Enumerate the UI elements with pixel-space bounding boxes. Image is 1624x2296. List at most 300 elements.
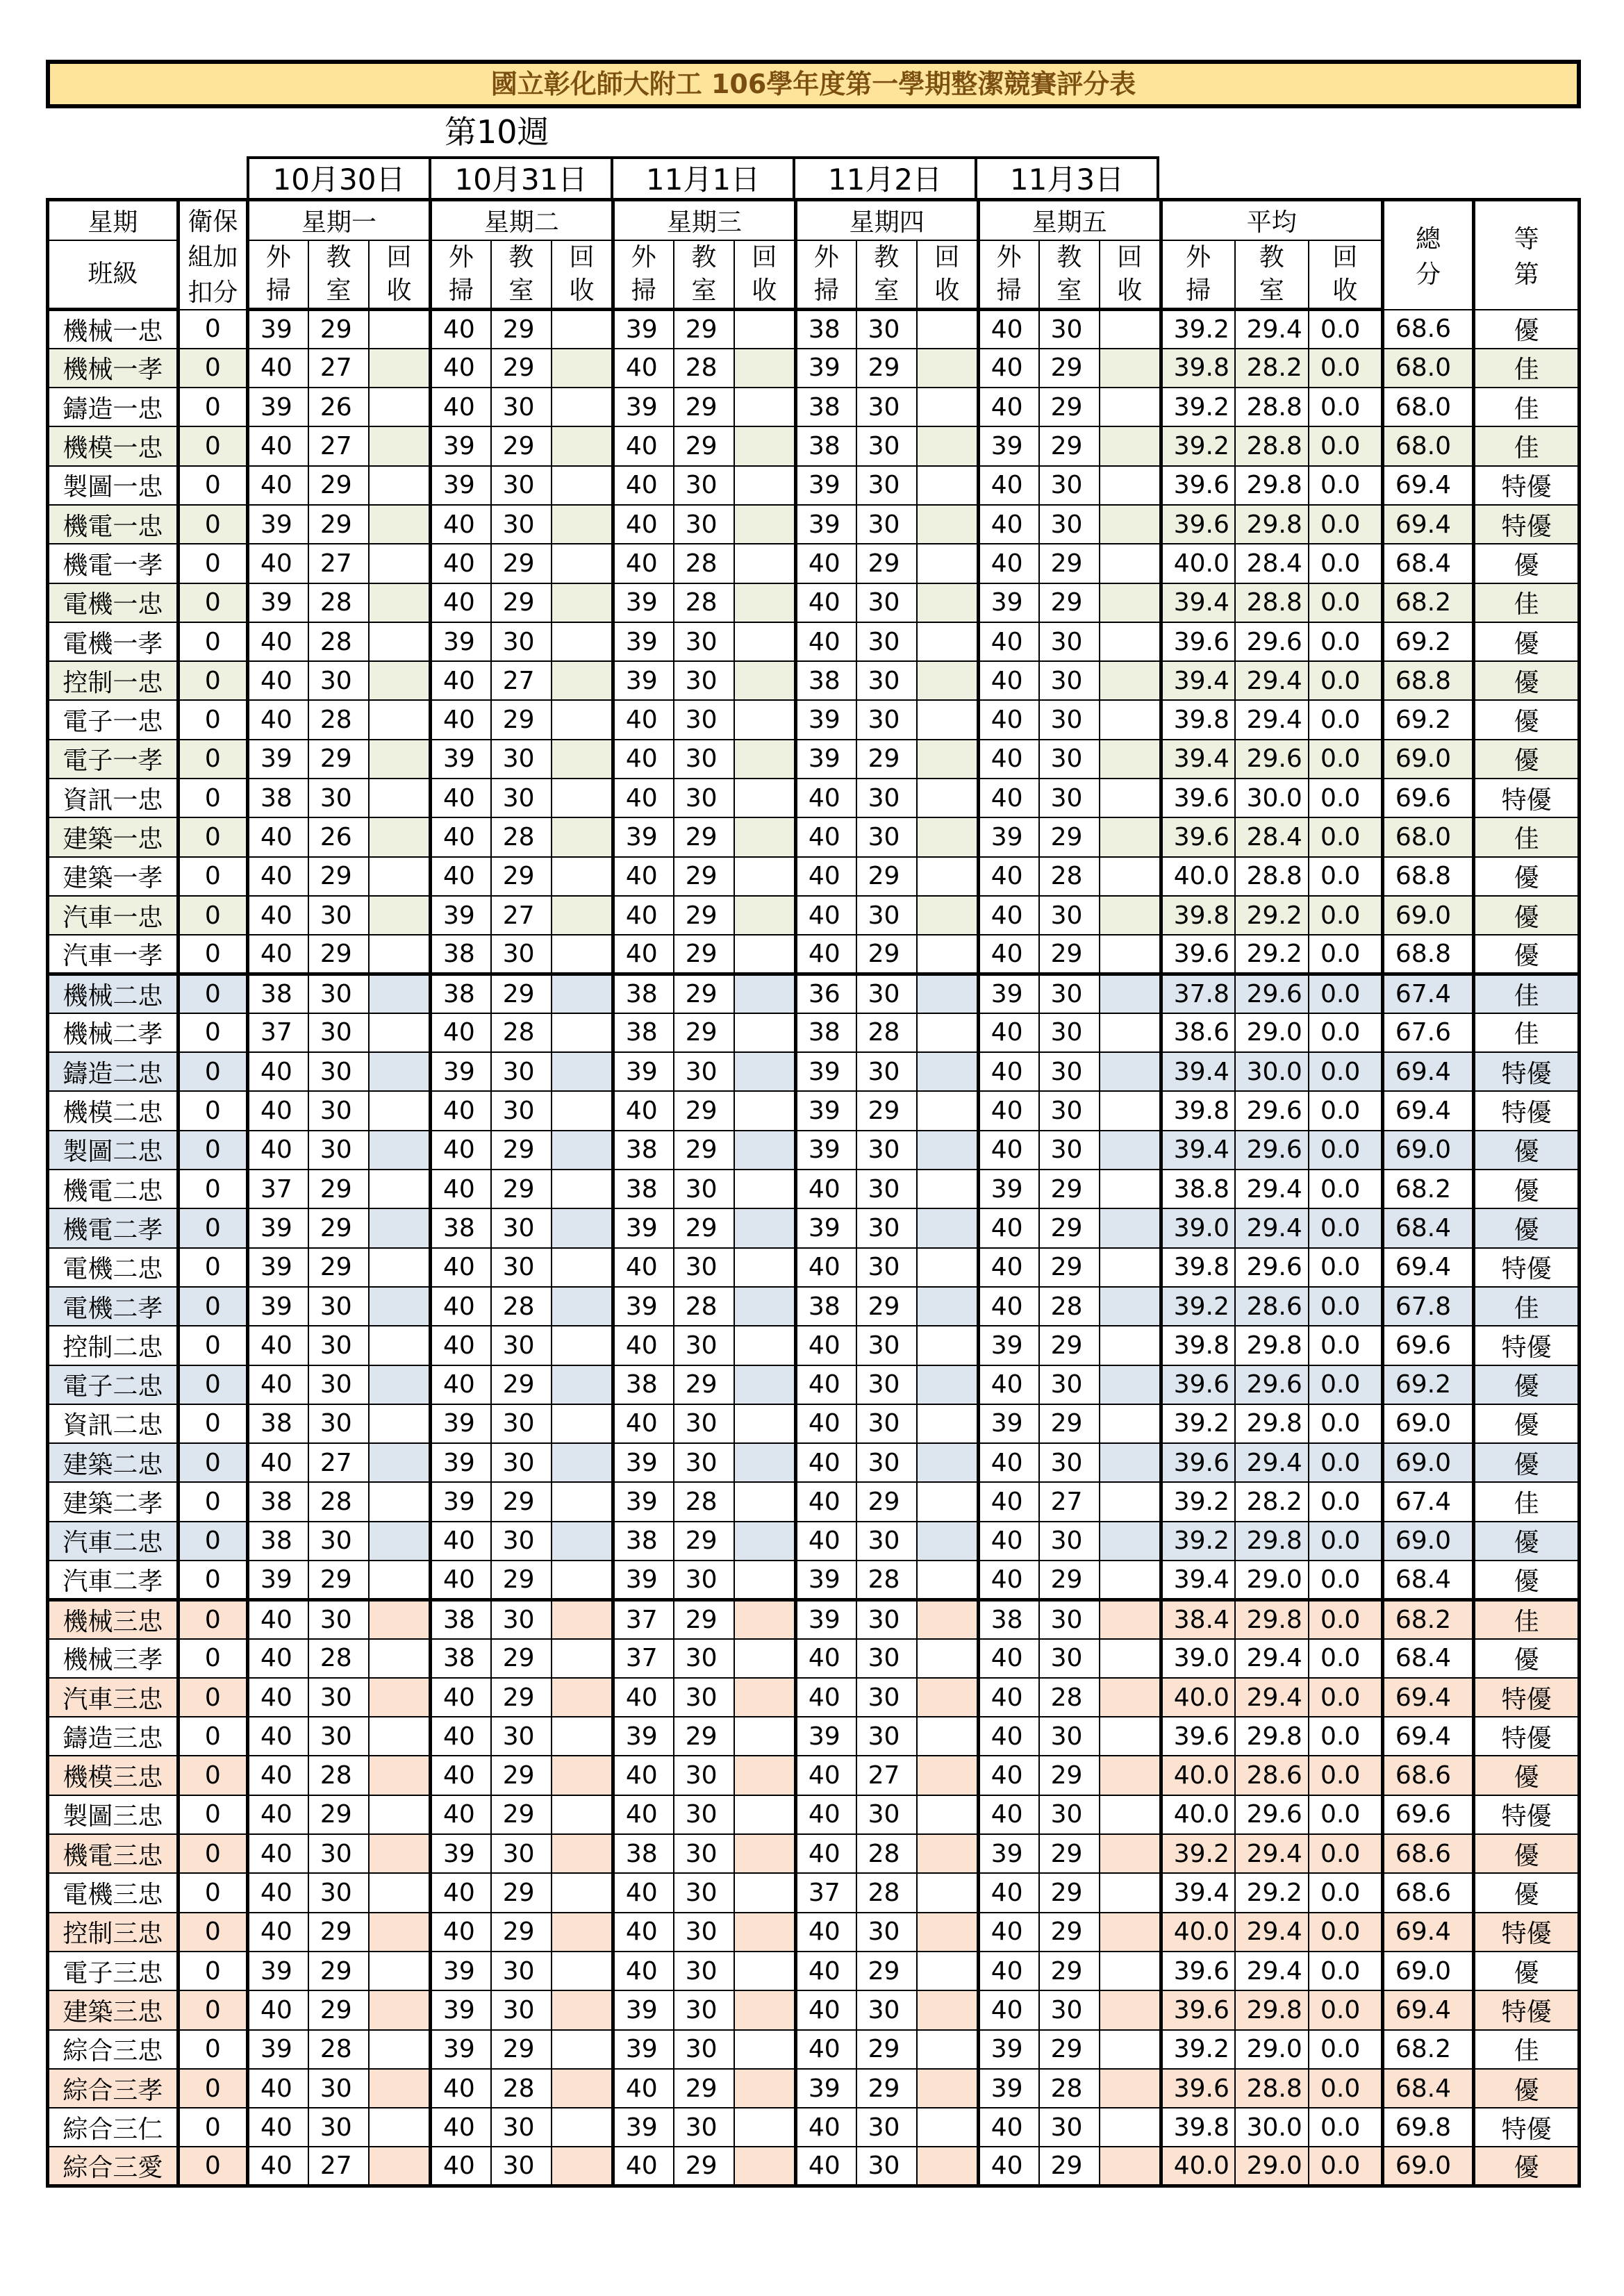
outdoor-score-cell: 39 <box>248 1952 308 1990</box>
avg-classroom-cell: 29.4 <box>1235 1678 1309 1717</box>
avg-outdoor-cell: 39.0 <box>1161 1208 1234 1247</box>
recycle-score-cell <box>917 1365 978 1404</box>
recycle-score-cell <box>734 1131 795 1170</box>
table-row <box>48 1131 1580 1170</box>
classroom-score-cell: 30 <box>1039 1052 1100 1091</box>
outdoor-score-cell: 38 <box>430 1208 490 1247</box>
outdoor-score-cell: 38 <box>430 974 490 1013</box>
recycle-score-cell <box>369 1013 430 1052</box>
classroom-score-cell: 30 <box>674 1990 734 2029</box>
sub-column-label: 外 <box>631 242 656 272</box>
classroom-score-cell: 30 <box>491 1599 552 1638</box>
recycle-score-cell <box>1100 1170 1161 1208</box>
sub-column-label: 教 <box>874 242 900 272</box>
classroom-score-cell: 30 <box>856 1170 917 1208</box>
grade-cell: 特優 <box>1474 466 1580 505</box>
recycle-score-cell <box>369 1482 430 1521</box>
recycle-score-cell <box>734 1913 795 1952</box>
recycle-score-cell <box>552 1326 613 1365</box>
sub-column-header <box>430 240 490 310</box>
classroom-score-cell: 30 <box>308 1052 369 1091</box>
avg-classroom-cell: 29.0 <box>1235 1561 1309 1599</box>
total-cell: 69.6 <box>1382 779 1473 817</box>
deduct-cell: 0 <box>178 1170 247 1208</box>
avg-classroom-cell: 29.4 <box>1235 1913 1309 1952</box>
classroom-score-cell: 30 <box>674 1639 734 1678</box>
grade-cell: 特優 <box>1474 779 1580 817</box>
recycle-score-cell <box>1100 2030 1161 2069</box>
outdoor-score-cell: 40 <box>978 544 1038 583</box>
classroom-score-cell: 29 <box>1039 2030 1100 2069</box>
total-cell: 69.0 <box>1382 740 1473 779</box>
outdoor-score-cell: 40 <box>978 1561 1038 1599</box>
recycle-score-cell <box>552 1639 613 1678</box>
recycle-score-cell <box>1100 740 1161 779</box>
class-label: 班級 <box>48 240 179 310</box>
deduct-cell: 0 <box>178 426 247 465</box>
avg-recycle-cell: 0.0 <box>1309 505 1382 544</box>
avg-classroom-cell: 29.8 <box>1235 1326 1309 1365</box>
total-cell: 68.8 <box>1382 935 1473 974</box>
sub-column-header <box>369 240 430 310</box>
recycle-score-cell <box>552 622 613 661</box>
outdoor-score-cell: 40 <box>430 349 490 388</box>
avg-outdoor-cell: 38.8 <box>1161 1170 1234 1208</box>
classroom-score-cell: 30 <box>856 661 917 700</box>
outdoor-score-cell: 39 <box>613 1717 673 1756</box>
classroom-score-cell: 26 <box>308 388 369 426</box>
classroom-score-cell: 29 <box>1039 1326 1100 1365</box>
class-name-cell: 綜合三仁 <box>48 2108 179 2147</box>
avg-recycle-cell: 0.0 <box>1309 2147 1382 2186</box>
avg-outdoor-cell: 39.4 <box>1161 1561 1234 1599</box>
classroom-score-cell: 28 <box>1039 1678 1100 1717</box>
outdoor-score-cell: 40 <box>430 1326 490 1365</box>
outdoor-score-cell: 38 <box>430 935 490 974</box>
deduct-cell: 0 <box>178 1561 247 1599</box>
avg-classroom-cell: 28.8 <box>1235 388 1309 426</box>
class-name-cell: 建築二忠 <box>48 1443 179 1482</box>
sub-column-header <box>674 240 734 310</box>
outdoor-score-cell: 39 <box>248 388 308 426</box>
outdoor-score-cell: 40 <box>248 1717 308 1756</box>
classroom-score-cell: 28 <box>308 1639 369 1678</box>
outdoor-score-cell: 39 <box>430 426 490 465</box>
avg-classroom-cell: 29.0 <box>1235 2030 1309 2069</box>
classroom-score-cell: 29 <box>856 857 917 896</box>
recycle-score-cell <box>552 1404 613 1443</box>
deduct-cell: 0 <box>178 1013 247 1052</box>
avg-outdoor-cell: 39.6 <box>1161 1717 1234 1756</box>
outdoor-score-cell: 39 <box>613 661 673 700</box>
recycle-score-cell <box>917 1678 978 1717</box>
sub-column-label: 回 <box>569 242 595 272</box>
table-row <box>48 1013 1580 1052</box>
recycle-score-cell <box>734 505 795 544</box>
table-row <box>48 1404 1580 1443</box>
recycle-score-cell <box>917 700 978 739</box>
table-row <box>48 1717 1580 1756</box>
avg-classroom-cell: 28.4 <box>1235 544 1309 583</box>
outdoor-score-cell: 39 <box>430 1952 490 1990</box>
grade-cell: 特優 <box>1474 1052 1580 1091</box>
outdoor-score-cell: 39 <box>430 1443 490 1482</box>
deduct-cell: 0 <box>178 700 247 739</box>
recycle-score-cell <box>734 1482 795 1521</box>
classroom-score-cell: 29 <box>491 2030 552 2069</box>
classroom-score-cell: 30 <box>674 1678 734 1717</box>
grade-cell: 優 <box>1474 2147 1580 2186</box>
date-header-row <box>247 156 1159 201</box>
recycle-score-cell <box>917 1287 978 1326</box>
classroom-score-cell: 30 <box>674 700 734 739</box>
outdoor-score-cell: 39 <box>978 1326 1038 1365</box>
class-name-cell: 電子三忠 <box>48 1952 179 1990</box>
outdoor-score-cell: 39 <box>978 2069 1038 2108</box>
class-name-cell: 機電三忠 <box>48 1834 179 1873</box>
total-cell: 69.4 <box>1382 505 1473 544</box>
class-name-cell: 機械三忠 <box>48 1599 179 1638</box>
deduct-cell: 0 <box>178 1639 247 1678</box>
total-cell: 68.0 <box>1382 349 1473 388</box>
classroom-score-cell: 30 <box>674 1952 734 1990</box>
outdoor-score-cell: 39 <box>430 1834 490 1873</box>
classroom-score-cell: 29 <box>1039 1404 1100 1443</box>
recycle-score-cell <box>552 857 613 896</box>
classroom-score-cell: 29 <box>491 1131 552 1170</box>
classroom-score-cell: 30 <box>491 466 552 505</box>
recycle-score-cell <box>734 1365 795 1404</box>
outdoor-score-cell: 40 <box>248 1599 308 1638</box>
avg-classroom-cell: 29.6 <box>1235 1091 1309 1130</box>
deduct-cell: 0 <box>178 2147 247 2186</box>
classroom-score-cell: 28 <box>491 2069 552 2108</box>
avg-recycle-cell: 0.0 <box>1309 779 1382 817</box>
classroom-score-cell: 30 <box>491 1404 552 1443</box>
outdoor-score-cell: 40 <box>613 896 673 935</box>
outdoor-score-cell: 38 <box>795 1013 856 1052</box>
avg-outdoor-cell: 39.6 <box>1161 505 1234 544</box>
recycle-score-cell <box>917 740 978 779</box>
weekday-header: 星期四 <box>795 200 978 240</box>
total-cell: 69.0 <box>1382 1131 1473 1170</box>
outdoor-score-cell: 38 <box>613 974 673 1013</box>
outdoor-score-cell: 40 <box>978 740 1038 779</box>
avg-recycle-cell: 0.0 <box>1309 1561 1382 1599</box>
avg-classroom-cell: 30.0 <box>1235 779 1309 817</box>
classroom-score-cell: 29 <box>491 583 552 622</box>
recycle-score-cell <box>734 1834 795 1873</box>
class-name-cell: 汽車二忠 <box>48 1522 179 1561</box>
class-name-cell: 鑄造一忠 <box>48 388 179 426</box>
table-row <box>48 622 1580 661</box>
avg-recycle-cell: 0.0 <box>1309 1404 1382 1443</box>
avg-recycle-cell: 0.0 <box>1309 1678 1382 1717</box>
outdoor-score-cell: 40 <box>430 817 490 856</box>
sub-column-label: 回 <box>1332 242 1358 272</box>
table-row <box>48 896 1580 935</box>
classroom-score-cell: 30 <box>491 779 552 817</box>
avg-recycle-cell: 0.0 <box>1309 974 1382 1013</box>
classroom-score-cell: 29 <box>1039 1834 1100 1873</box>
table-row <box>48 700 1580 739</box>
avg-outdoor-cell: 39.8 <box>1161 896 1234 935</box>
outdoor-score-cell: 39 <box>795 1208 856 1247</box>
recycle-score-cell <box>917 1795 978 1834</box>
recycle-score-cell <box>552 1795 613 1834</box>
avg-classroom-cell: 28.8 <box>1235 2069 1309 2108</box>
sub-column-label: 回 <box>752 242 777 272</box>
classroom-score-cell: 30 <box>856 583 917 622</box>
grade-cell: 佳 <box>1474 583 1580 622</box>
recycle-score-cell <box>734 1561 795 1599</box>
avg-recycle-cell: 0.0 <box>1309 1756 1382 1795</box>
date-cell: 11月1日 <box>612 158 794 201</box>
classroom-score-cell: 30 <box>1039 661 1100 700</box>
outdoor-score-cell: 38 <box>613 1365 673 1404</box>
outdoor-score-cell: 40 <box>248 1365 308 1404</box>
recycle-score-cell <box>734 1013 795 1052</box>
deduct-cell: 0 <box>178 1326 247 1365</box>
recycle-score-cell <box>917 1013 978 1052</box>
avg-outdoor-cell: 40.0 <box>1161 1678 1234 1717</box>
classroom-score-cell: 30 <box>856 1678 917 1717</box>
class-name-cell: 製圖一忠 <box>48 466 179 505</box>
outdoor-score-cell: 40 <box>613 779 673 817</box>
avg-outdoor-cell: 39.2 <box>1161 310 1234 349</box>
total-cell: 69.4 <box>1382 466 1473 505</box>
classroom-score-cell: 29 <box>491 1639 552 1678</box>
total-cell: 68.2 <box>1382 1170 1473 1208</box>
outdoor-score-cell: 40 <box>248 426 308 465</box>
classroom-score-cell: 30 <box>856 1443 917 1482</box>
avg-classroom-cell: 29.0 <box>1235 1013 1309 1052</box>
outdoor-score-cell: 39 <box>248 1208 308 1247</box>
outdoor-score-cell: 39 <box>795 349 856 388</box>
recycle-score-cell <box>369 2030 430 2069</box>
outdoor-score-cell: 40 <box>795 622 856 661</box>
outdoor-score-cell: 40 <box>978 1208 1038 1247</box>
classroom-score-cell: 28 <box>308 1756 369 1795</box>
classroom-score-cell: 29 <box>674 1365 734 1404</box>
recycle-score-cell <box>552 1873 613 1912</box>
outdoor-score-cell: 40 <box>430 505 490 544</box>
table-row <box>48 1482 1580 1521</box>
grade-cell: 優 <box>1474 1365 1580 1404</box>
deduct-cell: 0 <box>178 349 247 388</box>
outdoor-score-cell: 40 <box>978 1131 1038 1170</box>
total-cell: 69.0 <box>1382 1443 1473 1482</box>
recycle-score-cell <box>734 2030 795 2069</box>
classroom-score-cell: 29 <box>1039 1561 1100 1599</box>
outdoor-score-cell: 39 <box>795 1561 856 1599</box>
recycle-score-cell <box>917 622 978 661</box>
outdoor-score-cell: 40 <box>430 700 490 739</box>
sub-column-header <box>978 240 1038 310</box>
class-name-cell: 機電一孝 <box>48 544 179 583</box>
total-cell: 69.2 <box>1382 700 1473 739</box>
class-name-cell: 汽車一忠 <box>48 896 179 935</box>
classroom-score-cell: 29 <box>1039 935 1100 974</box>
table-row <box>48 310 1580 349</box>
recycle-score-cell <box>1100 1678 1161 1717</box>
outdoor-score-cell: 40 <box>795 583 856 622</box>
total-cell: 69.4 <box>1382 1052 1473 1091</box>
classroom-score-cell: 30 <box>1039 310 1100 349</box>
recycle-score-cell <box>552 1248 613 1287</box>
outdoor-score-cell: 40 <box>613 466 673 505</box>
deduct-cell: 0 <box>178 779 247 817</box>
total-cell: 69.0 <box>1382 2147 1473 2186</box>
grade-cell: 優 <box>1474 1756 1580 1795</box>
outdoor-score-cell: 40 <box>248 935 308 974</box>
table-row <box>48 857 1580 896</box>
deduct-cell: 0 <box>178 935 247 974</box>
total-cell: 67.4 <box>1382 1482 1473 1521</box>
outdoor-score-cell: 39 <box>613 583 673 622</box>
classroom-score-cell: 30 <box>491 1522 552 1561</box>
recycle-score-cell <box>917 1091 978 1130</box>
classroom-score-cell: 29 <box>674 2069 734 2108</box>
outdoor-score-cell: 40 <box>613 1091 673 1130</box>
total-cell: 69.6 <box>1382 1326 1473 1365</box>
classroom-score-cell: 29 <box>491 310 552 349</box>
avg-classroom-cell: 29.0 <box>1235 2147 1309 2186</box>
recycle-score-cell <box>369 2147 430 2186</box>
recycle-score-cell <box>917 505 978 544</box>
classroom-score-cell: 30 <box>856 426 917 465</box>
outdoor-score-cell: 40 <box>248 2069 308 2108</box>
recycle-score-cell <box>734 349 795 388</box>
avg-classroom-cell: 28.8 <box>1235 857 1309 896</box>
sub-column-label: 室 <box>326 276 351 305</box>
grade-cell: 優 <box>1474 1952 1580 1990</box>
avg-classroom-cell: 29.6 <box>1235 622 1309 661</box>
outdoor-score-cell: 40 <box>613 426 673 465</box>
recycle-score-cell <box>734 1052 795 1091</box>
recycle-score-cell <box>369 544 430 583</box>
classroom-score-cell: 29 <box>308 740 369 779</box>
class-name-cell: 汽車三忠 <box>48 1678 179 1717</box>
date-cell: 10月30日 <box>248 158 430 201</box>
total-cell: 69.4 <box>1382 1678 1473 1717</box>
outdoor-score-cell: 40 <box>795 1170 856 1208</box>
outdoor-score-cell: 40 <box>248 466 308 505</box>
classroom-score-cell: 29 <box>856 1287 917 1326</box>
classroom-score-cell: 30 <box>491 1326 552 1365</box>
recycle-score-cell <box>734 2147 795 2186</box>
outdoor-score-cell: 40 <box>613 740 673 779</box>
table-row <box>48 2108 1580 2147</box>
outdoor-score-cell: 40 <box>978 1795 1038 1834</box>
recycle-score-cell <box>917 857 978 896</box>
classroom-score-cell: 30 <box>308 779 369 817</box>
grade-cell: 特優 <box>1474 1326 1580 1365</box>
avg-outdoor-cell: 38.6 <box>1161 1013 1234 1052</box>
recycle-score-cell <box>917 974 978 1013</box>
recycle-score-cell <box>1100 1208 1161 1247</box>
avg-recycle-cell: 0.0 <box>1309 1443 1382 1482</box>
recycle-score-cell <box>1100 1834 1161 1873</box>
sub-column-label: 外 <box>1186 242 1211 272</box>
outdoor-score-cell: 40 <box>613 700 673 739</box>
classroom-score-cell: 30 <box>856 1717 917 1756</box>
recycle-score-cell <box>734 740 795 779</box>
outdoor-score-cell: 40 <box>978 1756 1038 1795</box>
weekday-header: 星期一 <box>248 200 431 240</box>
total-cell: 69.0 <box>1382 1522 1473 1561</box>
classroom-score-cell: 28 <box>308 700 369 739</box>
sub-column-label: 收 <box>1117 276 1143 305</box>
classroom-score-cell: 30 <box>674 622 734 661</box>
sub-column-label: 外 <box>448 242 474 272</box>
outdoor-score-cell: 39 <box>978 974 1038 1013</box>
classroom-score-cell: 29 <box>856 1091 917 1130</box>
total-cell: 68.4 <box>1382 2069 1473 2108</box>
classroom-score-cell: 30 <box>491 1717 552 1756</box>
deduct-cell: 0 <box>178 1599 247 1638</box>
table-row <box>48 974 1580 1013</box>
classroom-score-cell: 29 <box>491 1365 552 1404</box>
sub-column-label: 收 <box>569 276 595 305</box>
classroom-score-cell: 28 <box>674 544 734 583</box>
classroom-score-cell: 30 <box>1039 1365 1100 1404</box>
recycle-score-cell <box>1100 1522 1161 1561</box>
recycle-score-cell <box>552 661 613 700</box>
grade-cell: 優 <box>1474 1561 1580 1599</box>
avg-recycle-cell: 0.0 <box>1309 857 1382 896</box>
recycle-score-cell <box>917 1170 978 1208</box>
classroom-score-cell: 29 <box>308 1170 369 1208</box>
classroom-score-cell: 30 <box>856 1639 917 1678</box>
classroom-score-cell: 29 <box>308 466 369 505</box>
recycle-score-cell <box>369 1052 430 1091</box>
outdoor-score-cell: 40 <box>430 1717 490 1756</box>
classroom-score-cell: 30 <box>491 1443 552 1482</box>
classroom-score-cell: 30 <box>491 1834 552 1873</box>
outdoor-score-cell: 40 <box>248 1052 308 1091</box>
class-name-cell: 建築二孝 <box>48 1482 179 1521</box>
classroom-score-cell: 29 <box>308 1208 369 1247</box>
recycle-score-cell <box>917 1873 978 1912</box>
outdoor-score-cell: 40 <box>248 896 308 935</box>
table-row <box>48 583 1580 622</box>
table-row <box>48 1365 1580 1404</box>
grade-cell: 優 <box>1474 896 1580 935</box>
avg-classroom-cell: 29.2 <box>1235 1873 1309 1912</box>
outdoor-score-cell: 40 <box>613 935 673 974</box>
total-cell: 69.2 <box>1382 622 1473 661</box>
classroom-score-cell: 29 <box>491 1170 552 1208</box>
sub-column-label: 回 <box>934 242 960 272</box>
outdoor-score-cell: 38 <box>613 1170 673 1208</box>
outdoor-score-cell: 38 <box>613 1013 673 1052</box>
recycle-score-cell <box>917 1522 978 1561</box>
classroom-score-cell: 30 <box>674 1873 734 1912</box>
classroom-score-cell: 30 <box>674 466 734 505</box>
classroom-score-cell: 28 <box>491 817 552 856</box>
outdoor-score-cell: 40 <box>430 2069 490 2108</box>
outdoor-score-cell: 40 <box>795 1404 856 1443</box>
classroom-score-cell: 30 <box>491 2108 552 2147</box>
classroom-score-cell: 30 <box>308 1599 369 1638</box>
class-name-cell: 資訊二忠 <box>48 1404 179 1443</box>
outdoor-score-cell: 40 <box>248 817 308 856</box>
outdoor-score-cell: 38 <box>795 661 856 700</box>
outdoor-score-cell: 39 <box>613 388 673 426</box>
outdoor-score-cell: 40 <box>978 1482 1038 1521</box>
total-cell: 69.4 <box>1382 1990 1473 2029</box>
